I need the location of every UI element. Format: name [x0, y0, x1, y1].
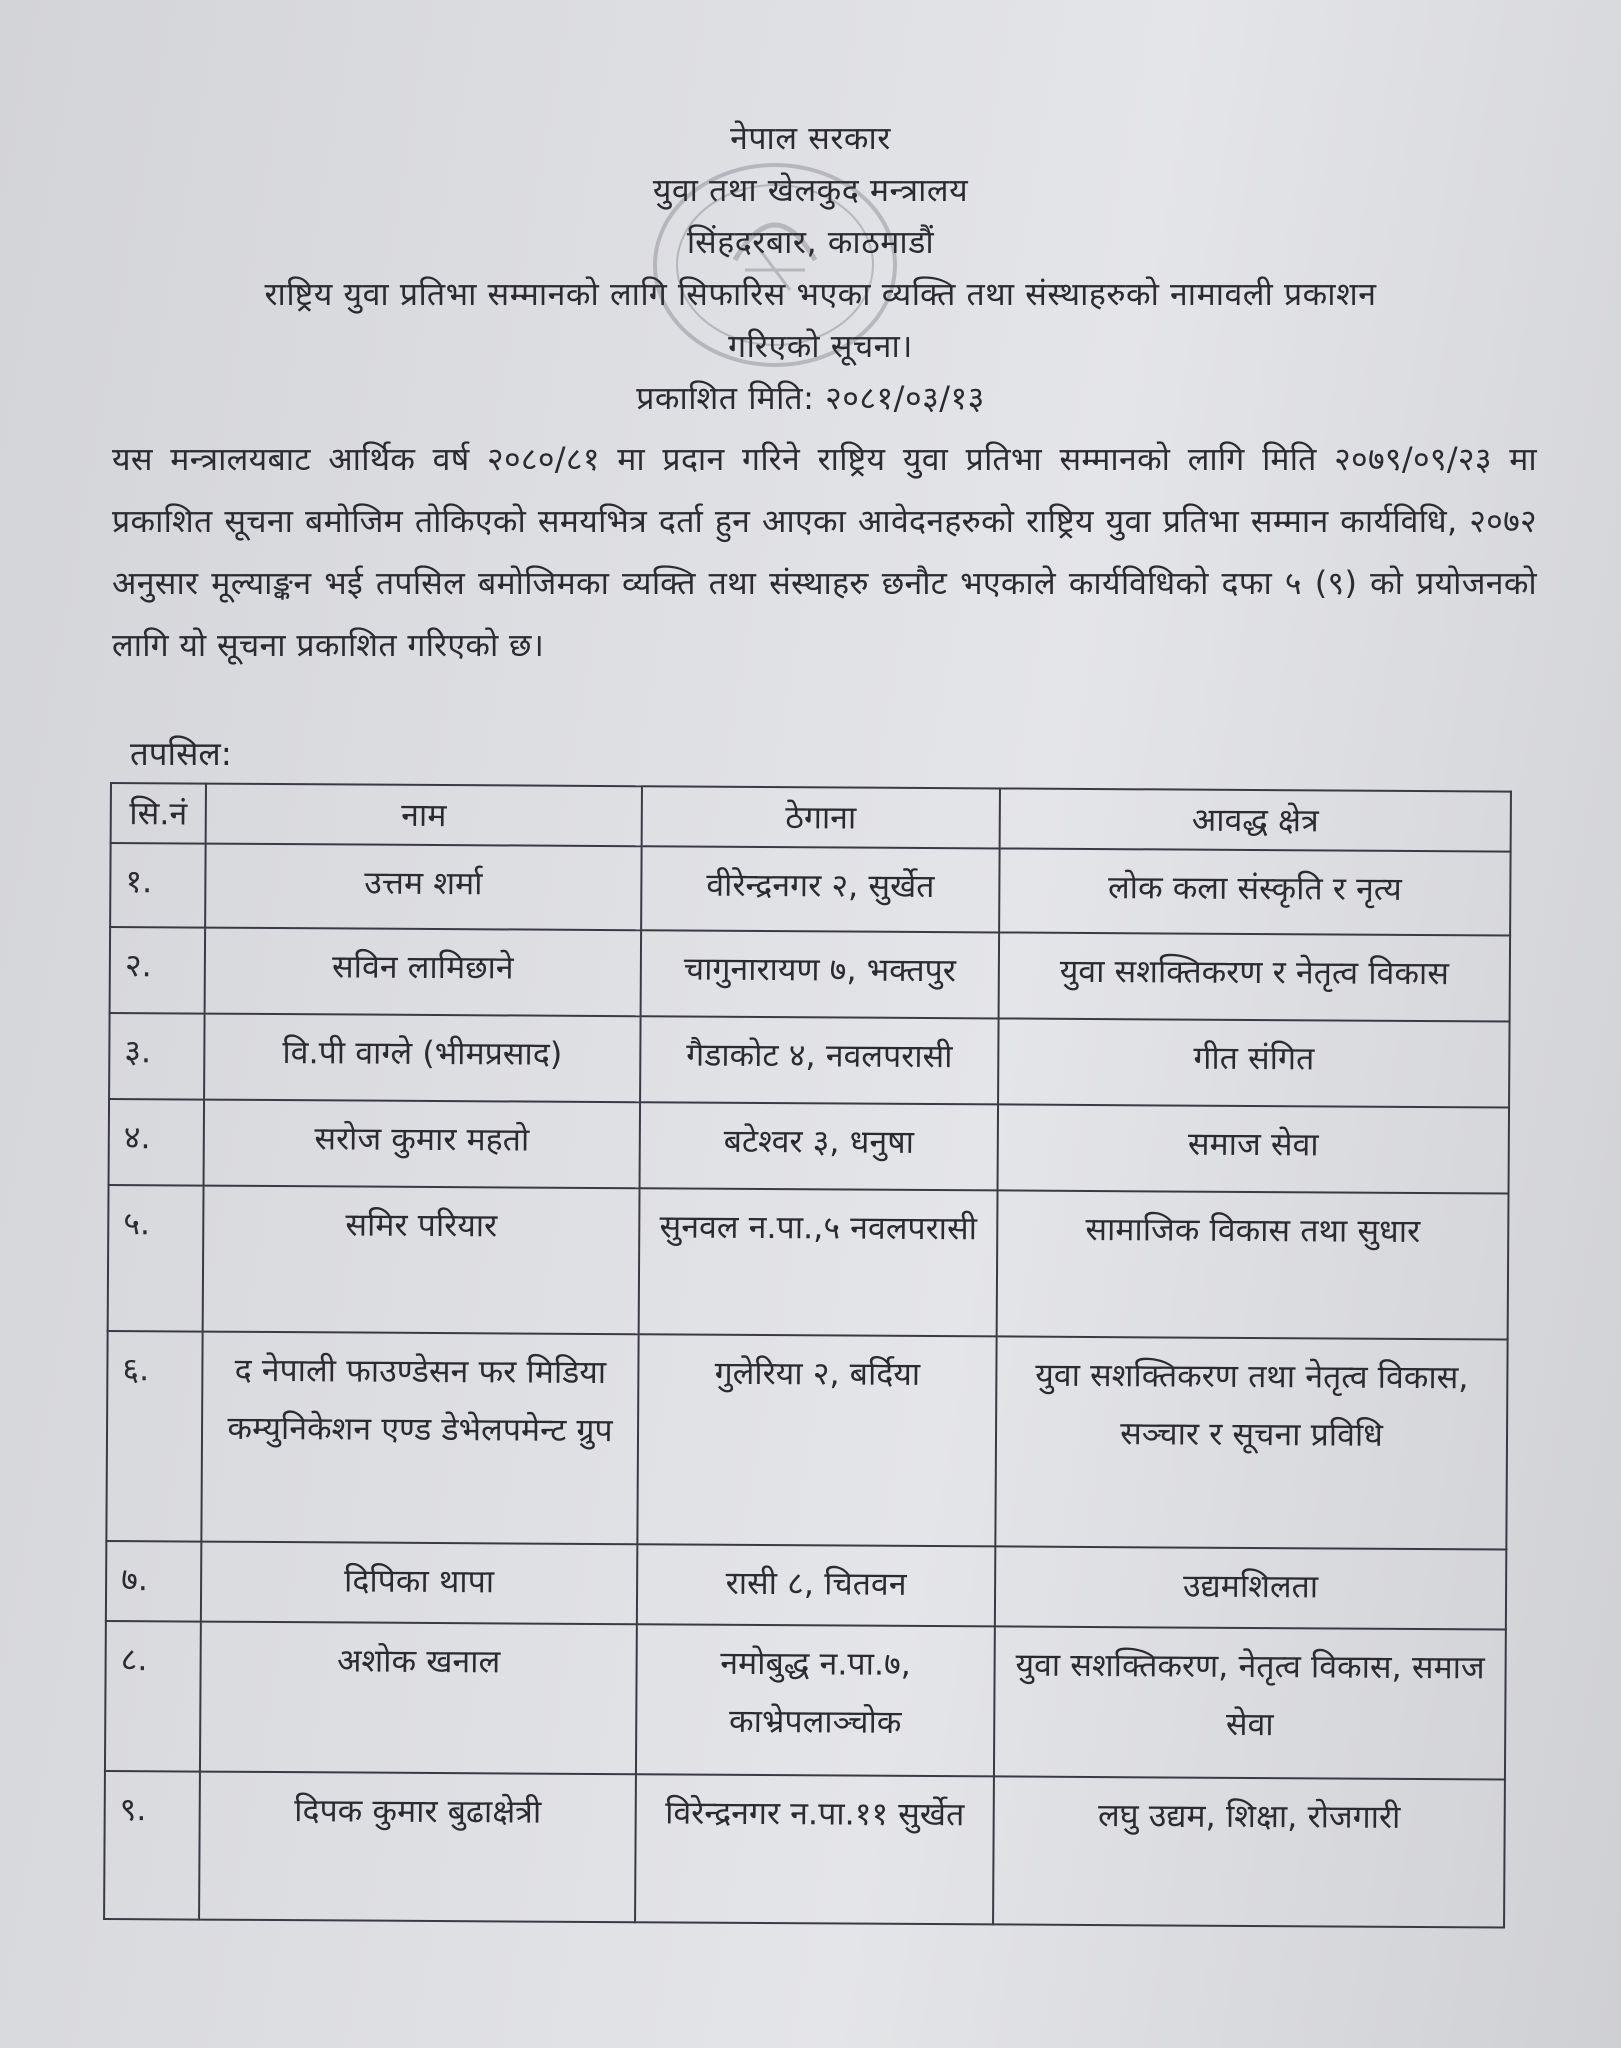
cell-name: दिपिका थापा [201, 1542, 637, 1625]
table-row [104, 1771, 1505, 1928]
cell-address: गैडाकोट ४, नवलपरासी [640, 1016, 999, 1104]
cell-address: चागुनारायण ७, भक्तपुर [641, 930, 1000, 1018]
cell-field: युवा सशक्तिकरण तथा नेतृत्व विकास, सञ्चार र सूचना प्रविधि [995, 1336, 1507, 1549]
cell-address: नमोबुद्ध न.पा.७, काभ्रेपलाञ्चोक [636, 1624, 995, 1776]
table-row [108, 1185, 1509, 1340]
cell-address: गुलेरिया २, बर्दिया [637, 1334, 996, 1546]
cell-serial: ५. [108, 1185, 204, 1332]
notice-subject-line-1: राष्ट्रिय युवा प्रतिभा सम्मानको लागि सिफारिस भएका व्यक्ति तथा संस्थाहरुको नामावली प्रकाशन [264, 275, 1377, 313]
cell-name: उत्तम शर्मा [205, 844, 642, 931]
column-header-name: नाम [206, 784, 642, 847]
column-header-field: आवद्ध क्षेत्र [1000, 788, 1511, 851]
recipients-table [103, 782, 1512, 1929]
table-row [109, 1099, 1509, 1194]
cell-address: रासी ८, चितवन [637, 1544, 995, 1626]
cell-field: समाज सेवा [998, 1104, 1510, 1193]
column-header-serial: सि.नं [111, 783, 206, 844]
cell-serial: ३. [109, 1013, 205, 1100]
cell-name: अशोक खनाल [200, 1622, 637, 1775]
table-row [106, 1331, 1507, 1550]
cell-field: गीत संगित [998, 1018, 1510, 1107]
table-row [105, 1621, 1506, 1780]
cell-name: वि.पी वाग्ले (भीमप्रसाद) [204, 1014, 641, 1103]
table-row [109, 1013, 1509, 1108]
cell-field: सामाजिक विकास तथा सुधार [997, 1190, 1509, 1339]
cell-address: बटेश्वर ३, धनुषा [640, 1102, 999, 1190]
notice-header [0, 112, 1621, 424]
ministry-name: युवा तथा खेलकुद मन्त्रालय [652, 171, 969, 209]
table-row [110, 843, 1510, 936]
table-header-row [111, 783, 1511, 852]
cell-name: दिपक कुमार बुढाक्षेत्री [199, 1772, 636, 1923]
schedule-label: तपसिल: [130, 734, 232, 773]
cell-field: लघु उद्यम, शिक्षा, रोजगारी [993, 1776, 1505, 1927]
cell-address: वीरेन्द्रनगर २, सुर्खेत [641, 846, 1000, 932]
cell-name: समिर परियार [203, 1186, 640, 1335]
cell-serial: १. [110, 843, 206, 928]
cell-field: उद्यमशिलता [995, 1546, 1506, 1629]
cell-address: विरेन्द्रनगर न.पा.११ सुर्खेत [635, 1774, 994, 1924]
cell-name: सविन लामिछाने [205, 928, 642, 1017]
cell-serial: २. [110, 927, 206, 1014]
cell-name: सरोज कुमार महतो [204, 1100, 641, 1189]
cell-field: युवा सशक्तिकरण र नेतृत्व विकास [999, 932, 1511, 1021]
table-row [106, 1541, 1506, 1630]
cell-serial: ४. [109, 1099, 205, 1186]
cell-serial: ६. [106, 1331, 202, 1542]
cell-address: सुनवल न.पा.,५ नवलपरासी [639, 1188, 998, 1336]
recipients-table-wrapper [103, 782, 1510, 1929]
notice-subject-line-2: गरिएको सूचना। [728, 327, 913, 365]
published-date: प्रकाशित मिति: २०८१/०३/१३ [636, 379, 985, 417]
ministry-location: सिंहदरबार, काठमाडौं [686, 223, 935, 261]
cell-serial: ७. [106, 1541, 201, 1622]
cell-serial: ९. [104, 1771, 200, 1920]
cell-field: युवा सशक्तिकरण, नेतृत्व विकास, समाज सेवा [994, 1626, 1506, 1779]
government-name: नेपाल सरकार [730, 119, 891, 157]
cell-name: द नेपाली फाउण्डेसन फर मिडिया कम्युनिकेशन एण्ड डेभेलपमेन्ट ग्रुप [201, 1332, 638, 1545]
cell-field: लोक कला संस्कृति र नृत्य [999, 848, 1511, 935]
table-row [110, 927, 1510, 1022]
notice-paragraph: यस मन्त्रालयबाट आर्थिक वर्ष २०८०/८१ मा प्रदान गरिने राष्ट्रिय युवा प्रतिभा सम्मानको लागि मिति २०७९/०९/२३ मा प्रकाशित सूचना बमोजिम तोकिएको समयभित्र दर्ता हुन आएका आवेदनहरुको राष्ट्रिय युवा प्रतिभा सम्मान कार्यविधि, २०७२ अनुसार मूल्याङ्कन भई तपसिल बमोजिमका व्यक्ति तथा संस्थाहरु छनौट भएकाले कार्यविधिको दफा ५ (९) को प्रयोजनको लागि यो सूचना प्रकाशित गरिएको छ। [112, 440, 1537, 664]
cell-serial: ८. [105, 1621, 201, 1772]
column-header-address: ठेगाना [642, 786, 1000, 848]
